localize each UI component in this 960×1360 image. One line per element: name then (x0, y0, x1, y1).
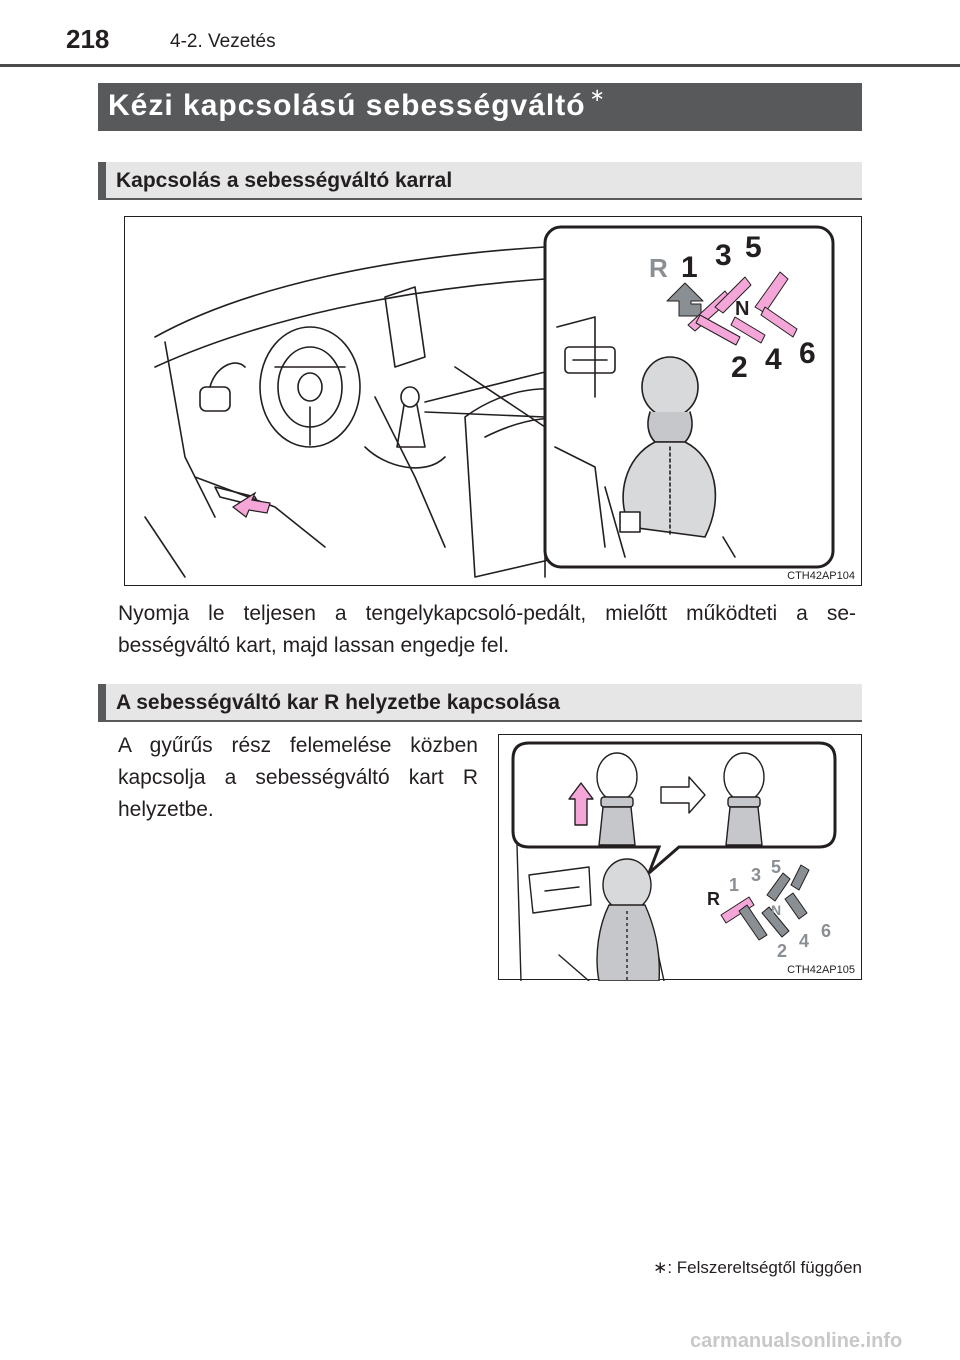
gear-label-3: 3 (715, 239, 732, 272)
figure-reverse-shift (498, 734, 862, 980)
page-title-text: Kézi kapcsolású sebességváltó (108, 89, 586, 122)
watermark: carmanualsonline.info (690, 1330, 903, 1352)
gear-label-4: 4 (765, 343, 782, 376)
gear-label-r: R (649, 253, 668, 283)
footnote-marker: ∗ (653, 1258, 668, 1277)
gear-label-r-2: R (707, 889, 720, 909)
header-rule (0, 64, 960, 67)
gear-label-n-2: N (771, 902, 782, 918)
figure-code-2: CTH42AP105 (787, 964, 855, 976)
subheading-shifting: Kapcsolás a sebességváltó karral (98, 162, 862, 200)
page-number: 218 (66, 24, 110, 54)
gear-label-5: 5 (745, 231, 762, 264)
paragraph-reverse-instruction: A gyűrűs rész felemelése közben kapcsolja a sebességváltó kart R helyzetbe. (118, 734, 478, 821)
gear-label-1-2: 1 (729, 875, 740, 895)
optional-equipment-marker: ∗ (589, 85, 606, 105)
gear-label-1: 1 (681, 251, 698, 284)
cockpit-illustration (125, 217, 863, 587)
footnote (653, 1258, 862, 1278)
gear-label-6: 6 (799, 337, 816, 370)
figure-cockpit-shift-lever (124, 216, 862, 586)
figure-code-1: CTH42AP104 (787, 570, 855, 582)
gear-label-4-2: 4 (799, 931, 810, 951)
gear-label-6-2: 6 (821, 921, 832, 941)
gear-label-3-2: 3 (751, 865, 762, 885)
gear-label-2-2: 2 (777, 941, 788, 961)
paragraph-clutch-instruction: Nyomja le teljesen a tengelykapcsoló-pedált, mielőtt működteti a se-bességváltó kart, majd lassan engedje fel. (118, 602, 856, 657)
gear-label-n: N (735, 298, 750, 320)
gear-label-2: 2 (731, 351, 748, 384)
subheading-reverse: A sebességváltó kar R helyzetbe kapcsolása (98, 684, 862, 722)
footnote-text: : Felszereltségtől függően (667, 1258, 862, 1277)
gear-label-5-2: 5 (771, 857, 782, 877)
reverse-shift-illustration (499, 735, 863, 981)
page-title (98, 83, 862, 131)
section-label: 4-2. Vezetés (170, 31, 276, 52)
